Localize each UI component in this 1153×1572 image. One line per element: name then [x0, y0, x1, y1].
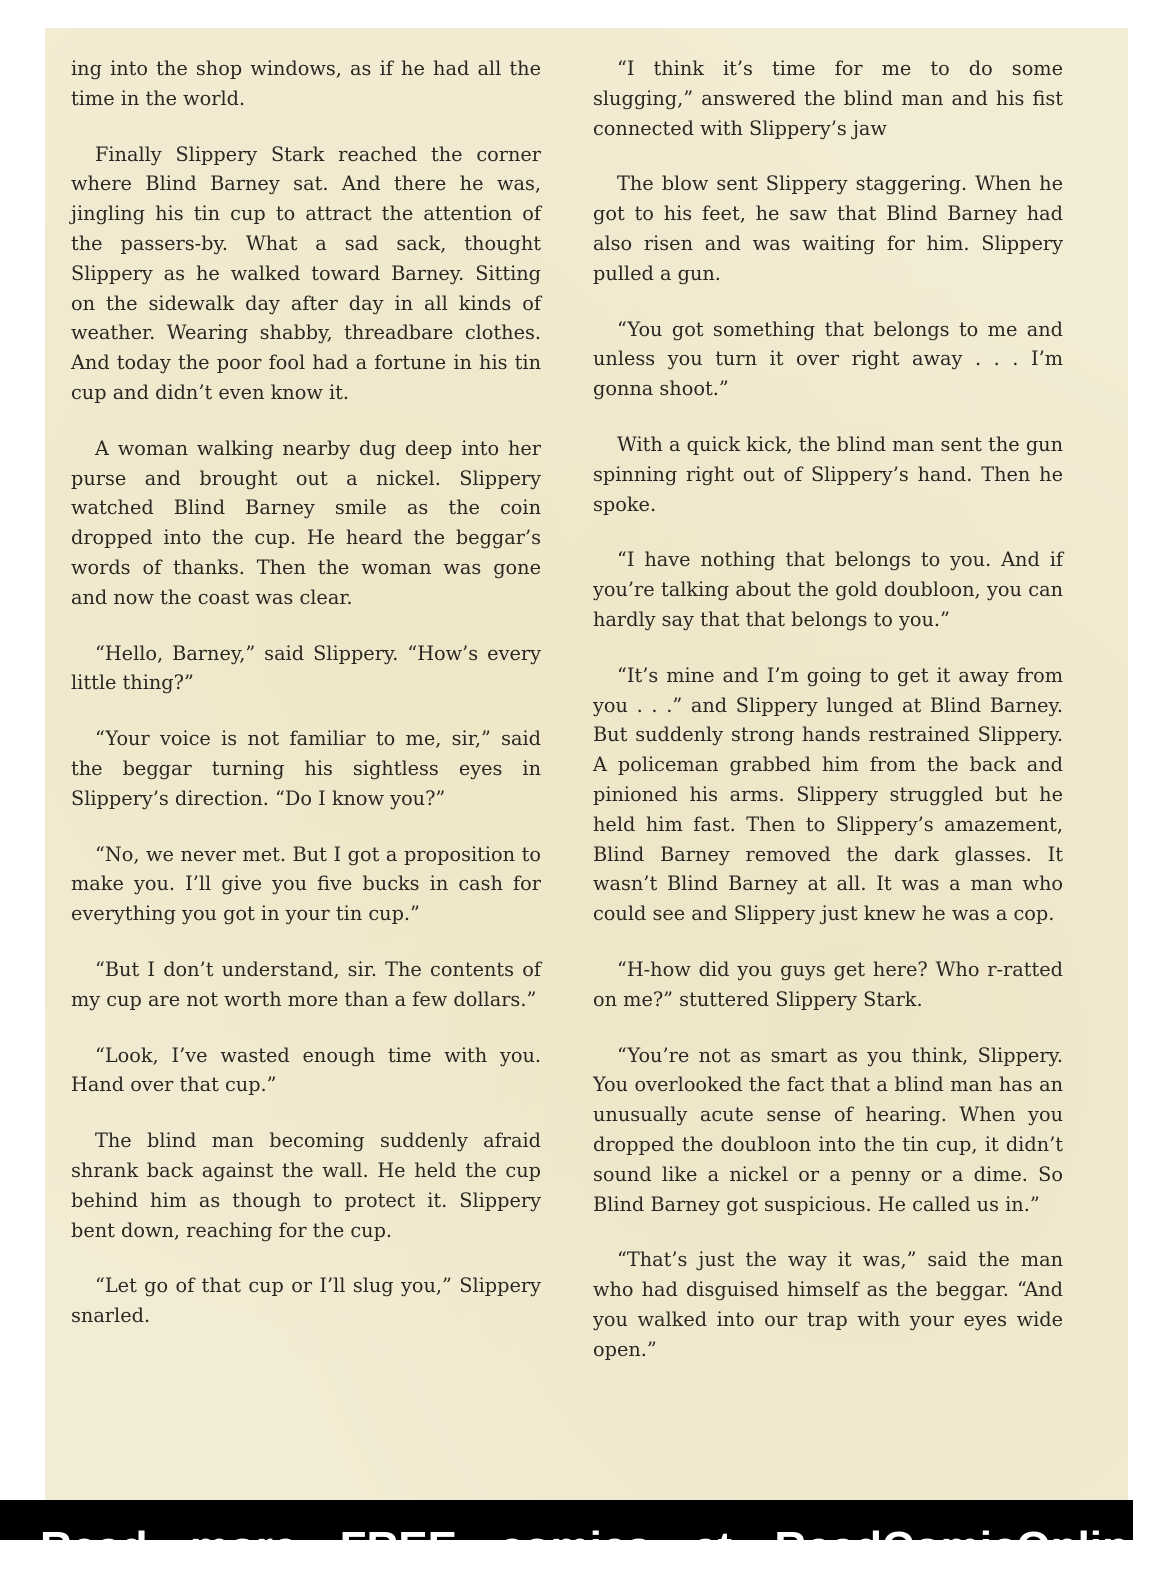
paragraph: “Let go of that cup or I’ll slug you,” Slippery snarled.: [71, 1274, 541, 1328]
right-column: [593, 54, 1063, 1390]
paragraph: “You got something that belongs to me and unless you turn it over right away . . . I’m gonna shoot.”: [593, 317, 1063, 401]
promo-banner: [0, 1500, 1153, 1572]
left-column: [71, 54, 541, 1357]
paragraph: A woman walking nearby dug deep into her purse and brought out a nickel. Slippery watched Blind Barney smile as the coin dropped into the cup. He heard the beggar’s words of thanks. Then the woman was gone and now the coast was clear.: [71, 436, 541, 609]
paragraph: “You’re not as smart as you think, Slippery. You overlooked the fact that a blind man has an unusually acute sense of hearing. When you dropped the doubloon into the tin cup, it didn’t sound like a nickel or a penny or a dime. So Blind Barney got suspicious. He called us in.”: [593, 1043, 1063, 1216]
paragraph: “But I don’t understand, sir. The contents of my cup are not worth more than a few dollars.”: [71, 957, 541, 1011]
paragraph: “Look, I’ve wasted enough time with you. Hand over that cup.”: [71, 1043, 541, 1097]
paragraph: With a quick kick, the blind man sent the gun spinning right out of Slippery’s hand. Then he spoke.: [593, 432, 1063, 516]
paragraph: The blind man becoming suddenly afraid shrank back against the wall. He held the cup behind him as though to protect it. Slippery bent down, reaching for the cup.: [71, 1129, 541, 1242]
promo-banner-text: Read more FREE comics at ReadComicOnline: [40, 1523, 1153, 1572]
paragraph: The blow sent Slippery staggering. When he got to his feet, he saw that Blind Barney had also risen and was waiting for him. Slippery pulled a gun.: [593, 172, 1063, 285]
paragraph: “That’s just the way it was,” said the man who had disguised himself as the beggar. “And you walked into our trap with your eyes wide open.”: [593, 1248, 1063, 1361]
paragraph: ing into the shop windows, as if he had all the time in the world.: [71, 57, 541, 110]
paragraph: “Your voice is not familiar to me, sir,” said the beggar turning his sightless eyes in Slippery’s direction. “Do I know you?”: [71, 727, 541, 810]
paragraph: “No, we never met. But I got a proposition to make you. I’ll give you five bucks in cash for everything you got in your tin cup.”: [71, 842, 541, 926]
paragraph: “Hello, Barney,” said Slippery. “How’s every little thing?”: [71, 641, 541, 695]
paragraph: “H-how did you guys get here? Who r-ratted on me?” stuttered Slippery Stark.: [593, 957, 1063, 1011]
paragraph: Finally Slippery Stark reached the corner where Blind Barney sat. And there he was, jingling his tin cup to attract the attention of the passers-by. What a sad sack, thought Slippery as he walked toward Barney. Sitting on the sidewalk day after day in all kinds of weather. Wearing shabby, threadbare clothes. And today the poor fool had a fortune in his tin cup and didn’t even know it.: [71, 142, 541, 404]
paragraph: “I have nothing that belongs to you. And if you’re talking about the gold doubloon, you can hardly say that that belongs to you.”: [593, 548, 1063, 631]
paragraph: “It’s mine and I’m going to get it away from you . . .” and Slippery lunged at Blind Barney. But suddenly strong hands restrained Slippery. A policeman grabbed him from the back and pinioned his arms. Slippery struggled but he held him fast. Then to Slippery’s amazement, Blind Barney removed the dark glasses. It wasn’t Blind Barney at all. It was a man who could see and Slippery just knew he was a cop.: [593, 663, 1063, 926]
paragraph: “I think it’s time for me to do some slugging,” answered the blind man and his fist connected with Slippery’s jaw: [593, 57, 1063, 140]
